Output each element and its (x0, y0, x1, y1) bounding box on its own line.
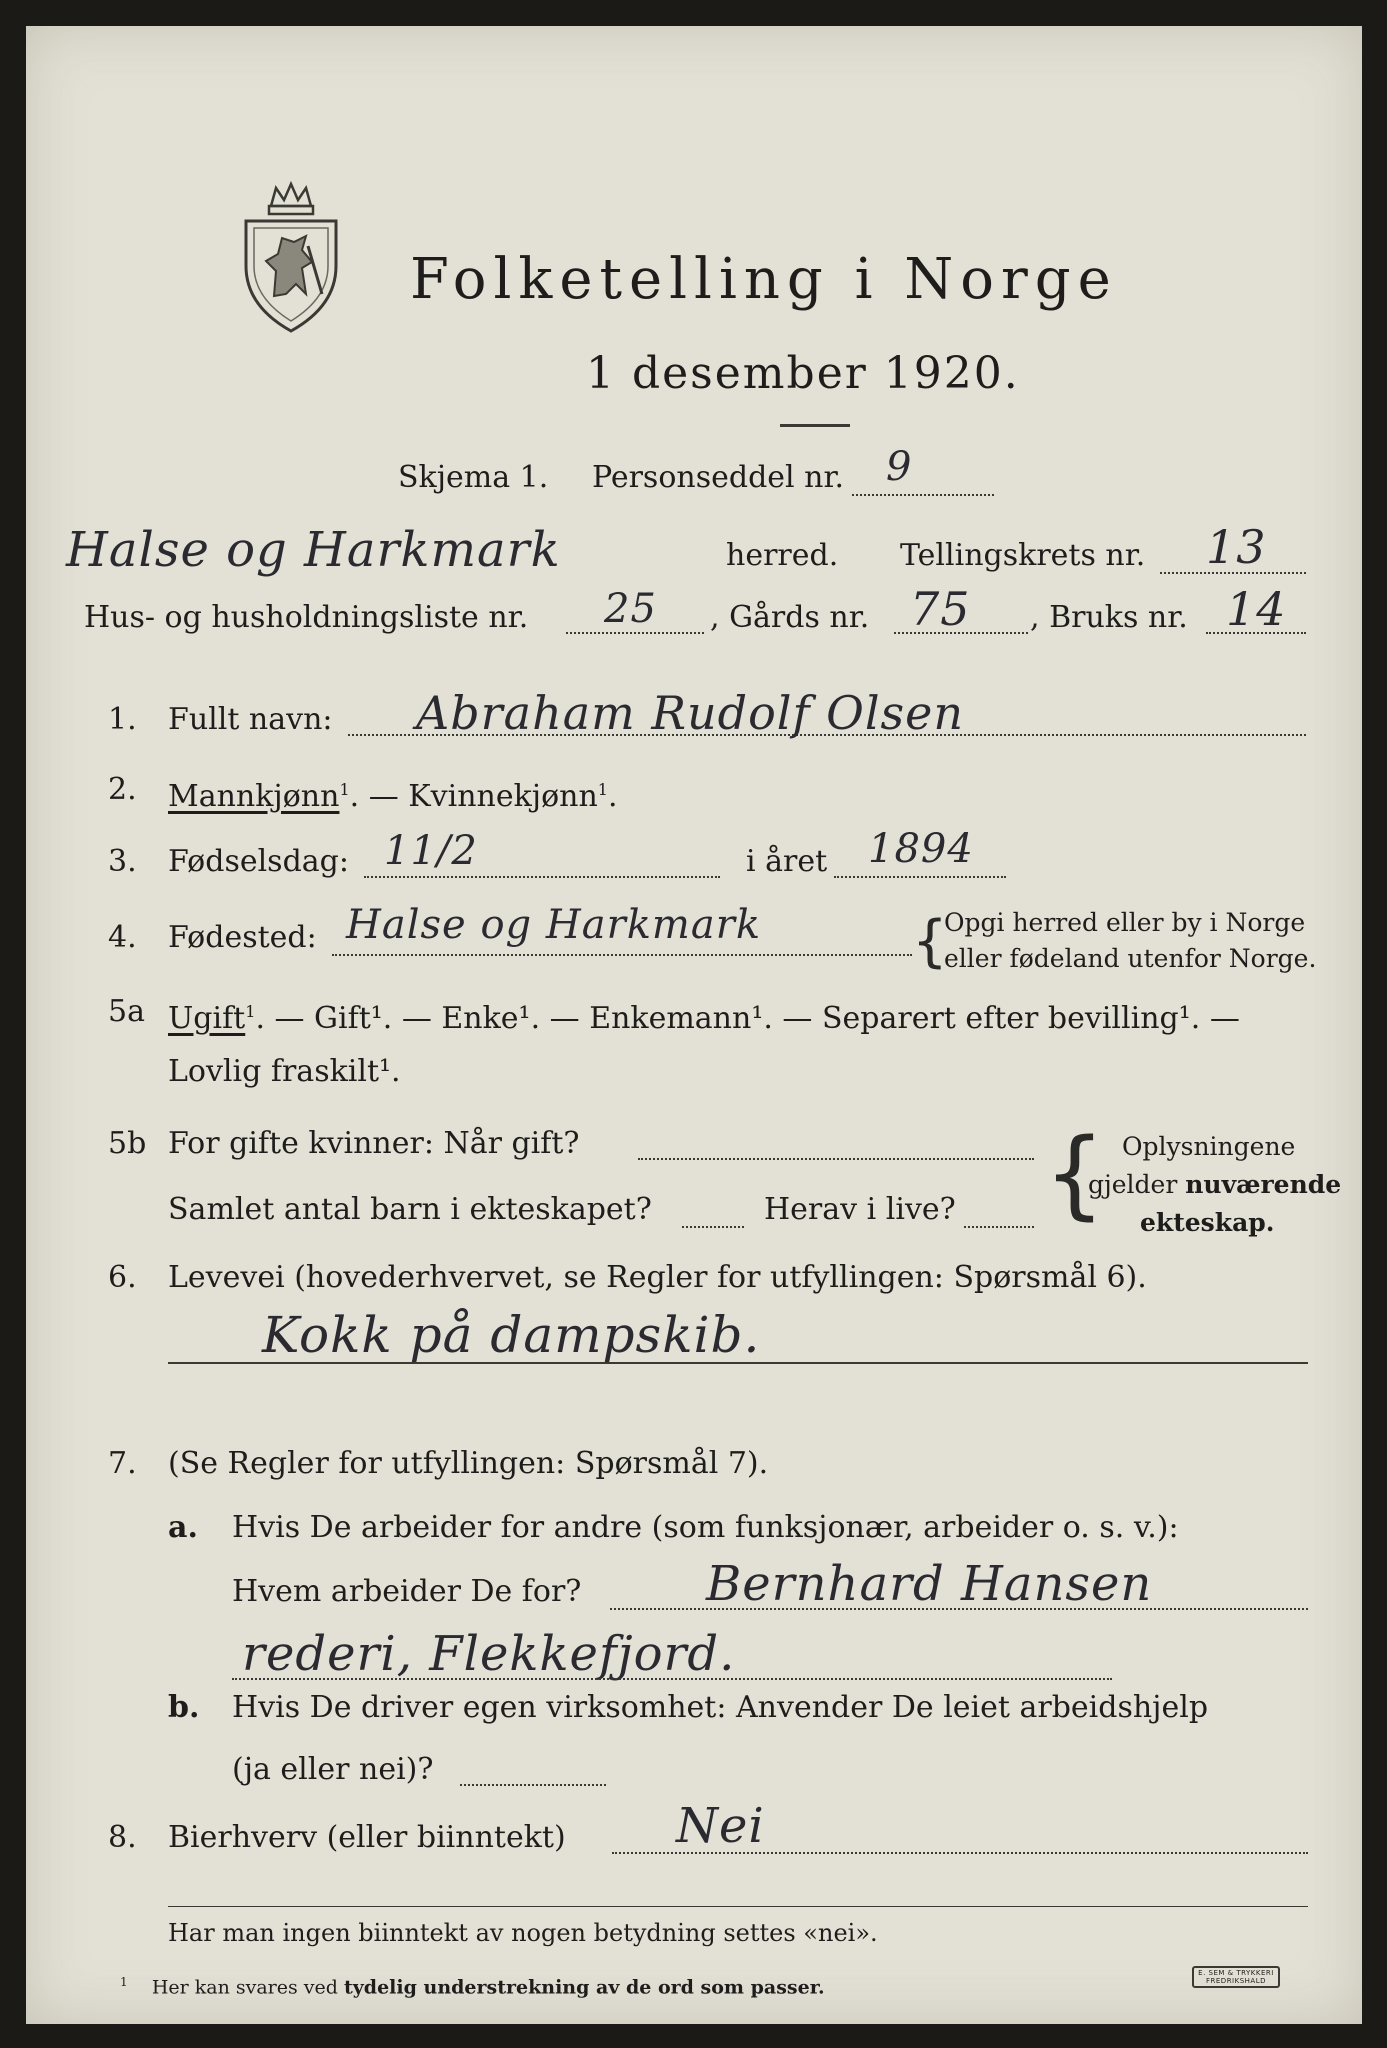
hus-line (566, 632, 704, 634)
form-subtitle: 1 desember 1920. (586, 348, 1020, 399)
q5b-line2b: Herav i live? (764, 1192, 956, 1227)
q5b-line2a: Samlet antal barn i ekteskapet? (168, 1192, 652, 1227)
footer-divider (168, 1906, 1308, 1907)
q7b-line1: Hvis De driver egen virksomhet: Anvender De leiet arbeidshjelp (232, 1690, 1209, 1725)
q6-line (168, 1362, 1308, 1364)
q7a-letter: a. (168, 1510, 198, 1545)
q7b-answer-line[interactable] (460, 1784, 606, 1786)
personseddel-value[interactable]: 9 (886, 444, 913, 490)
q4-label: Fødested: (168, 920, 317, 955)
q8-label: Bierhverv (eller biinntekt) (168, 1820, 566, 1855)
bruks-value[interactable]: 14 (1226, 582, 1287, 636)
q8-number: 8. (108, 1820, 137, 1855)
q4-value[interactable]: Halse og Harkmark (346, 902, 762, 948)
hus-label: Hus- og husholdningsliste nr. (84, 600, 529, 635)
q5b-herav-line[interactable] (964, 1226, 1034, 1228)
q3-year-label: i året (746, 844, 828, 879)
q5a-number: 5a (108, 994, 145, 1029)
q3-value[interactable]: 11/2 (384, 828, 478, 874)
herred-value[interactable]: Halse og Harkmark (66, 522, 561, 578)
q4-note-line2: eller fødeland utenfor Norge. (944, 944, 1317, 973)
q2-kvinnekjonn[interactable]: . — Kvinnekjønn (349, 779, 598, 814)
q6-value[interactable]: Kokk på dampskib. (262, 1306, 761, 1364)
gards-value[interactable]: 75 (910, 582, 971, 636)
q7a-value1[interactable]: Bernhard Hansen (706, 1556, 1153, 1612)
q6-label: Levevei (hovederhvervet, se Regler for utfyllingen: Spørsmål 6). (168, 1260, 1147, 1295)
q1-value[interactable]: Abraham Rudolf Olsen (416, 686, 965, 740)
q5b-note-line1: Oplysningene (1122, 1132, 1296, 1161)
footer-note: Har man ingen biinntekt av nogen betydning settes «nei». (168, 1919, 878, 1947)
q5a-line2[interactable]: Lovlig fraskilt¹. (168, 1054, 401, 1089)
title-divider (780, 424, 850, 427)
q4-number: 4. (108, 920, 137, 955)
q8-value[interactable]: Nei (676, 1798, 765, 1854)
form-title: Folketelling i Norge (410, 247, 1118, 312)
tellingskrets-value[interactable]: 13 (1206, 520, 1267, 574)
q3-number: 3. (108, 844, 137, 879)
q7a-line-2 (232, 1678, 1112, 1680)
q2-mannkjonn[interactable]: Mannkjønn (168, 779, 340, 814)
q5a-line1: Ugift$^1$. — Gift¹. — Enke¹. — Enkemann¹. — Separert efter bevilling¹. — (168, 1001, 1240, 1036)
q7a-line1: Hvis De arbeider for andre (som funksjonær, arbeider o. s. v.): (232, 1510, 1179, 1545)
bruks-label: , Bruks nr. (1030, 600, 1188, 635)
q5a-ugift[interactable]: Ugift (168, 1001, 246, 1036)
personseddel-label: Personseddel nr. (592, 460, 845, 495)
q3-year-value[interactable]: 1894 (868, 826, 974, 872)
q5b-line1: For gifte kvinner: Når gift? (168, 1126, 580, 1161)
footnote: $^1$ Her kan svares ved tydelig understrekning av de ord som passer. (120, 1975, 825, 1999)
q3-year-line (834, 876, 1006, 878)
q2-number: 2. (108, 772, 137, 807)
hus-value[interactable]: 25 (604, 586, 657, 632)
q7-label: (Se Regler for utfyllingen: Spørsmål 7). (168, 1446, 769, 1481)
q7a-line2: Hvem arbeider De for? (232, 1574, 582, 1609)
census-form-page (26, 26, 1362, 2024)
q5b-number: 5b (108, 1126, 147, 1161)
q6-number: 6. (108, 1260, 137, 1295)
herred-label: herred. (726, 538, 839, 573)
q3-line (364, 876, 720, 878)
q4-note-line1: Opgi herred eller by i Norge (944, 908, 1306, 937)
q1-label: Fullt navn: (168, 702, 333, 737)
printer-stamp: E. SEM & TRYKKERI FREDRIKSHALD (1192, 1966, 1280, 1988)
q5b-nar-gift-line[interactable] (638, 1158, 1034, 1160)
q7b-letter: b. (168, 1690, 200, 1725)
skjema-label: Skjema 1. (398, 460, 549, 495)
q5b-brace: { (1044, 1118, 1106, 1230)
q5b-antal-barn-line[interactable] (682, 1226, 744, 1228)
gards-label: , Gårds nr. (710, 600, 870, 635)
q4-line (332, 954, 912, 956)
q1-number: 1. (108, 702, 137, 737)
q2-text: Mannkjønn$^1$. — Kvinnekjønn$^1$. (168, 779, 618, 814)
q4-brace: { (912, 909, 948, 974)
q7-number: 7. (108, 1446, 137, 1481)
q3-label: Fødselsdag: (168, 844, 349, 879)
tellingskrets-label: Tellingskrets nr. (900, 538, 1146, 573)
q7a-value2[interactable]: rederi, Flekkefjord. (242, 1626, 736, 1682)
q5b-note-line3: ekteskap. (1140, 1208, 1275, 1237)
norway-coat-of-arms-icon (236, 176, 346, 336)
personseddel-line (852, 494, 994, 496)
q5b-note-line2: gjelder nuværende (1088, 1170, 1342, 1199)
q7b-line2: (ja eller nei)? (232, 1752, 434, 1787)
